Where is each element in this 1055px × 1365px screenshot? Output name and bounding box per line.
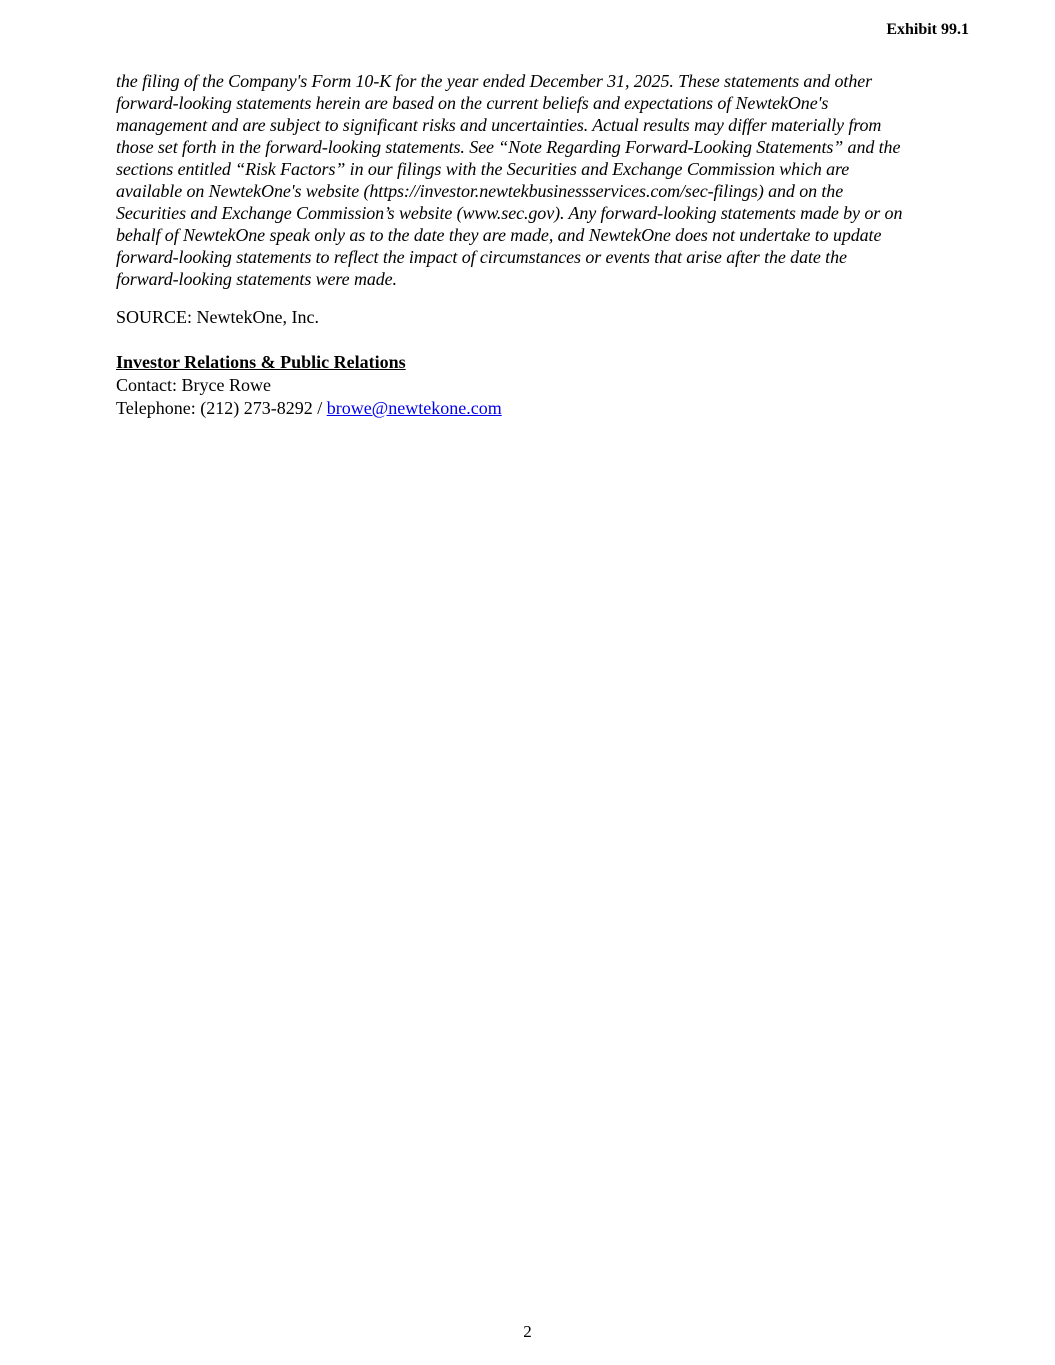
forward-looking-disclaimer [116, 70, 976, 290]
disclaimer-line: forward-looking statements to reflect the impact of circumstances or events that arise after the date the [116, 247, 847, 267]
telephone-text: Telephone: (212) 273-8292 / [116, 398, 327, 418]
disclaimer-line: behalf of NewtekOne speak only as to the date they are made, and NewtekOne does not undertake to update [116, 225, 882, 245]
disclaimer-line: available on NewtekOne's website (https://investor.newtekbusinessservices.com/sec-filings) and on the [116, 181, 844, 201]
investor-relations-contact [116, 351, 976, 420]
disclaimer-line: Securities and Exchange Commission’s website (www.sec.gov). Any forward-looking statements made by or on [116, 203, 903, 223]
exhibit-label: Exhibit 99.1 [886, 21, 969, 38]
investor-relations-heading: Investor Relations & Public Relations [116, 352, 406, 372]
disclaimer-line: forward-looking statements herein are based on the current beliefs and expectations of NewtekOne's [116, 93, 829, 113]
telephone-line [116, 397, 976, 420]
page-number: 2 [523, 1322, 532, 1341]
disclaimer-line: the filing of the Company's Form 10-K for the year ended December 31, 2025. These statements and other [116, 71, 873, 91]
source-line: SOURCE: NewtekOne, Inc. [116, 307, 319, 327]
disclaimer-line: sections entitled “Risk Factors” in our filings with the Securities and Exchange Commission which are [116, 159, 850, 179]
disclaimer-line: those set forth in the forward-looking statements. See “Note Regarding Forward-Looking Statements” and the [116, 137, 901, 157]
disclaimer-line: forward-looking statements were made. [116, 269, 397, 289]
document-body [116, 70, 976, 420]
disclaimer-line: management and are subject to significant risks and uncertainties. Actual results may differ materially from [116, 115, 882, 135]
contact-name: Contact: Bryce Rowe [116, 375, 271, 395]
email-link[interactable]: browe@newtekone.com [326, 398, 502, 418]
